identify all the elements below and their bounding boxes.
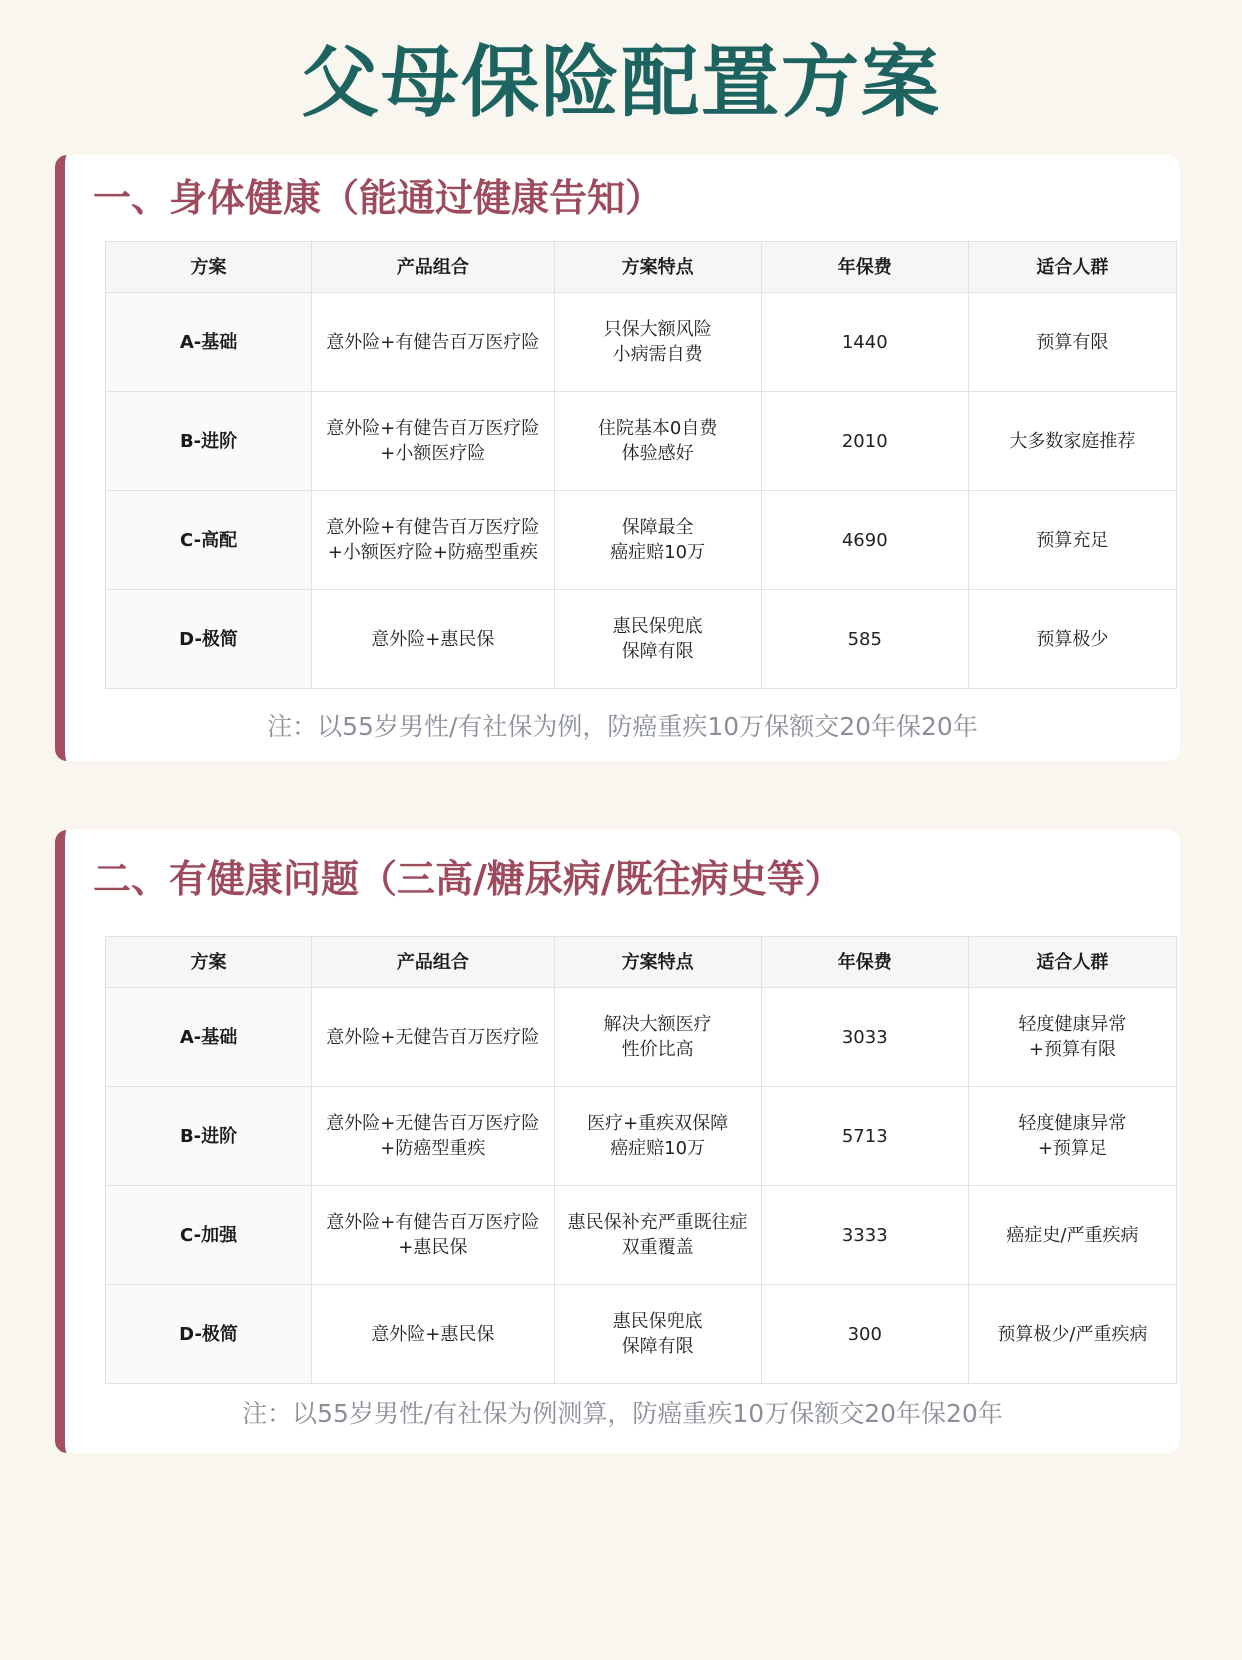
product-combo-cell xyxy=(312,988,554,1087)
cell-text-line: 惠民保兜底 xyxy=(612,1311,703,1332)
table-header-row xyxy=(106,242,1177,293)
product-combo-cell xyxy=(312,1186,554,1285)
plan-features-cell xyxy=(554,988,761,1087)
plan-features-cell xyxy=(554,1186,761,1285)
product-combo-cell xyxy=(312,1285,554,1384)
cell-text-line: 预算极少 xyxy=(1036,628,1109,650)
column-header: 适合人群 xyxy=(968,242,1176,293)
cell-text-line: 保障有限 xyxy=(621,641,694,662)
column-header: 产品组合 xyxy=(312,937,554,988)
column-header: 年保费 xyxy=(761,937,968,988)
cell-text-line: 双重覆盖 xyxy=(621,1237,694,1258)
table-header-row xyxy=(106,937,1177,988)
plan-table xyxy=(105,936,1177,1384)
cell-text-line: 只保大额风险 xyxy=(603,319,712,340)
cell-text-line: 癌症史/严重疾病 xyxy=(1006,1224,1139,1246)
plan-features-cell xyxy=(554,1285,761,1384)
plan-name-cell: D-极简 xyxy=(106,590,312,689)
annual-premium-cell: 2010 xyxy=(761,392,968,491)
plan-name-cell: B-进阶 xyxy=(106,1087,312,1186)
cell-text-line: 意外险+无健告百万医疗险 xyxy=(326,1026,540,1048)
plan-name-cell: C-高配 xyxy=(106,491,312,590)
product-combo-cell xyxy=(312,1087,554,1186)
cell-text-line: +小额医疗险+防癌型重疾 xyxy=(327,542,538,563)
cell-text-line: 小病需自费 xyxy=(612,344,703,365)
plan-features-cell xyxy=(554,590,761,689)
plan-name-cell: B-进阶 xyxy=(106,392,312,491)
annual-premium-cell: 4690 xyxy=(761,491,968,590)
table-row xyxy=(106,590,1177,689)
plan-name-cell: A-基础 xyxy=(106,988,312,1087)
section-card-healthy xyxy=(55,155,1180,761)
cell-text-line: 保障最全 xyxy=(621,517,694,538)
cell-text-line: 医疗+重疾双保障 xyxy=(587,1113,729,1134)
cell-text-line: 大多数家庭推荐 xyxy=(1009,430,1136,452)
cell-text-line: +惠民保 xyxy=(398,1237,468,1258)
cell-text-line: 保障有限 xyxy=(621,1336,694,1357)
cell-text-line: 轻度健康异常 xyxy=(1018,1014,1127,1035)
column-header: 产品组合 xyxy=(312,242,554,293)
column-header: 方案 xyxy=(106,242,312,293)
cell-text-line: 意外险+惠民保 xyxy=(371,628,495,650)
annual-premium-cell: 3033 xyxy=(761,988,968,1087)
target-audience-cell xyxy=(968,590,1176,689)
cell-text-line: +防癌型重疾 xyxy=(380,1138,486,1159)
cell-text-line: 意外险+有健告百万医疗险 xyxy=(326,331,540,353)
section-title: 二、有健康问题（三高/糖尿病/既往病史等） xyxy=(93,857,843,901)
cell-text-line: +预算足 xyxy=(1037,1138,1107,1159)
column-header: 方案特点 xyxy=(554,937,761,988)
target-audience-cell xyxy=(968,293,1176,392)
plan-table xyxy=(105,241,1177,689)
plan-features-cell xyxy=(554,1087,761,1186)
cell-text-line: 意外险+惠民保 xyxy=(371,1323,495,1345)
cell-text-line: 预算充足 xyxy=(1036,529,1109,551)
cell-text-line: +预算有限 xyxy=(1028,1039,1116,1060)
column-header: 年保费 xyxy=(761,242,968,293)
plan-name-cell: D-极简 xyxy=(106,1285,312,1384)
cell-text-line: 癌症赔10万 xyxy=(610,1138,706,1159)
target-audience-cell xyxy=(968,1285,1176,1384)
product-combo-cell xyxy=(312,590,554,689)
cell-text-line: 性价比高 xyxy=(621,1039,694,1060)
target-audience-cell xyxy=(968,1186,1176,1285)
table-row xyxy=(106,1285,1177,1384)
product-combo-cell xyxy=(312,293,554,392)
section-title: 一、身体健康（能通过健康告知） xyxy=(93,176,664,220)
plan-name-cell: C-加强 xyxy=(106,1186,312,1285)
cell-text-line: 体验感好 xyxy=(621,443,694,464)
column-header: 方案特点 xyxy=(554,242,761,293)
annual-premium-cell: 5713 xyxy=(761,1087,968,1186)
cell-text-line: 惠民保兜底 xyxy=(612,616,703,637)
annual-premium-cell: 3333 xyxy=(761,1186,968,1285)
table-row xyxy=(106,1087,1177,1186)
table-row xyxy=(106,293,1177,392)
cell-text-line: +小额医疗险 xyxy=(380,443,486,464)
plan-features-cell xyxy=(554,392,761,491)
cell-text-line: 预算极少/严重疾病 xyxy=(997,1323,1148,1345)
table-row xyxy=(106,1186,1177,1285)
annual-premium-cell: 1440 xyxy=(761,293,968,392)
cell-text-line: 住院基本0自费 xyxy=(597,418,718,439)
cell-text-line: 意外险+无健告百万医疗险 xyxy=(326,1113,540,1134)
column-header: 适合人群 xyxy=(968,937,1176,988)
annual-premium-cell: 585 xyxy=(761,590,968,689)
product-combo-cell xyxy=(312,392,554,491)
cell-text-line: 意外险+有健告百万医疗险 xyxy=(326,1212,540,1233)
footnote: 注：以55岁男性/有社保为例测算，防癌重疾10万保额交20年保20年 xyxy=(242,1399,1003,1428)
cell-text-line: 惠民保补充严重既往症 xyxy=(567,1212,748,1233)
plan-features-cell xyxy=(554,293,761,392)
table-row xyxy=(106,392,1177,491)
target-audience-cell xyxy=(968,491,1176,590)
page-title: 父母保险配置方案 xyxy=(300,38,941,128)
plan-name-cell: A-基础 xyxy=(106,293,312,392)
product-combo-cell xyxy=(312,491,554,590)
target-audience-cell xyxy=(968,392,1176,491)
cell-text-line: 意外险+有健告百万医疗险 xyxy=(326,418,540,439)
section-card-health-issues xyxy=(55,830,1180,1453)
target-audience-cell xyxy=(968,988,1176,1087)
cell-text-line: 轻度健康异常 xyxy=(1018,1113,1127,1134)
table-row xyxy=(106,988,1177,1087)
footnote: 注：以55岁男性/有社保为例，防癌重疾10万保额交20年保20年 xyxy=(267,712,978,741)
table-row xyxy=(106,491,1177,590)
target-audience-cell xyxy=(968,1087,1176,1186)
plan-features-cell xyxy=(554,491,761,590)
cell-text-line: 癌症赔10万 xyxy=(610,542,706,563)
cell-text-line: 预算有限 xyxy=(1036,331,1109,353)
cell-text-line: 解决大额医疗 xyxy=(603,1014,712,1035)
cell-text-line: 意外险+有健告百万医疗险 xyxy=(326,517,540,538)
column-header: 方案 xyxy=(106,937,312,988)
annual-premium-cell: 300 xyxy=(761,1285,968,1384)
